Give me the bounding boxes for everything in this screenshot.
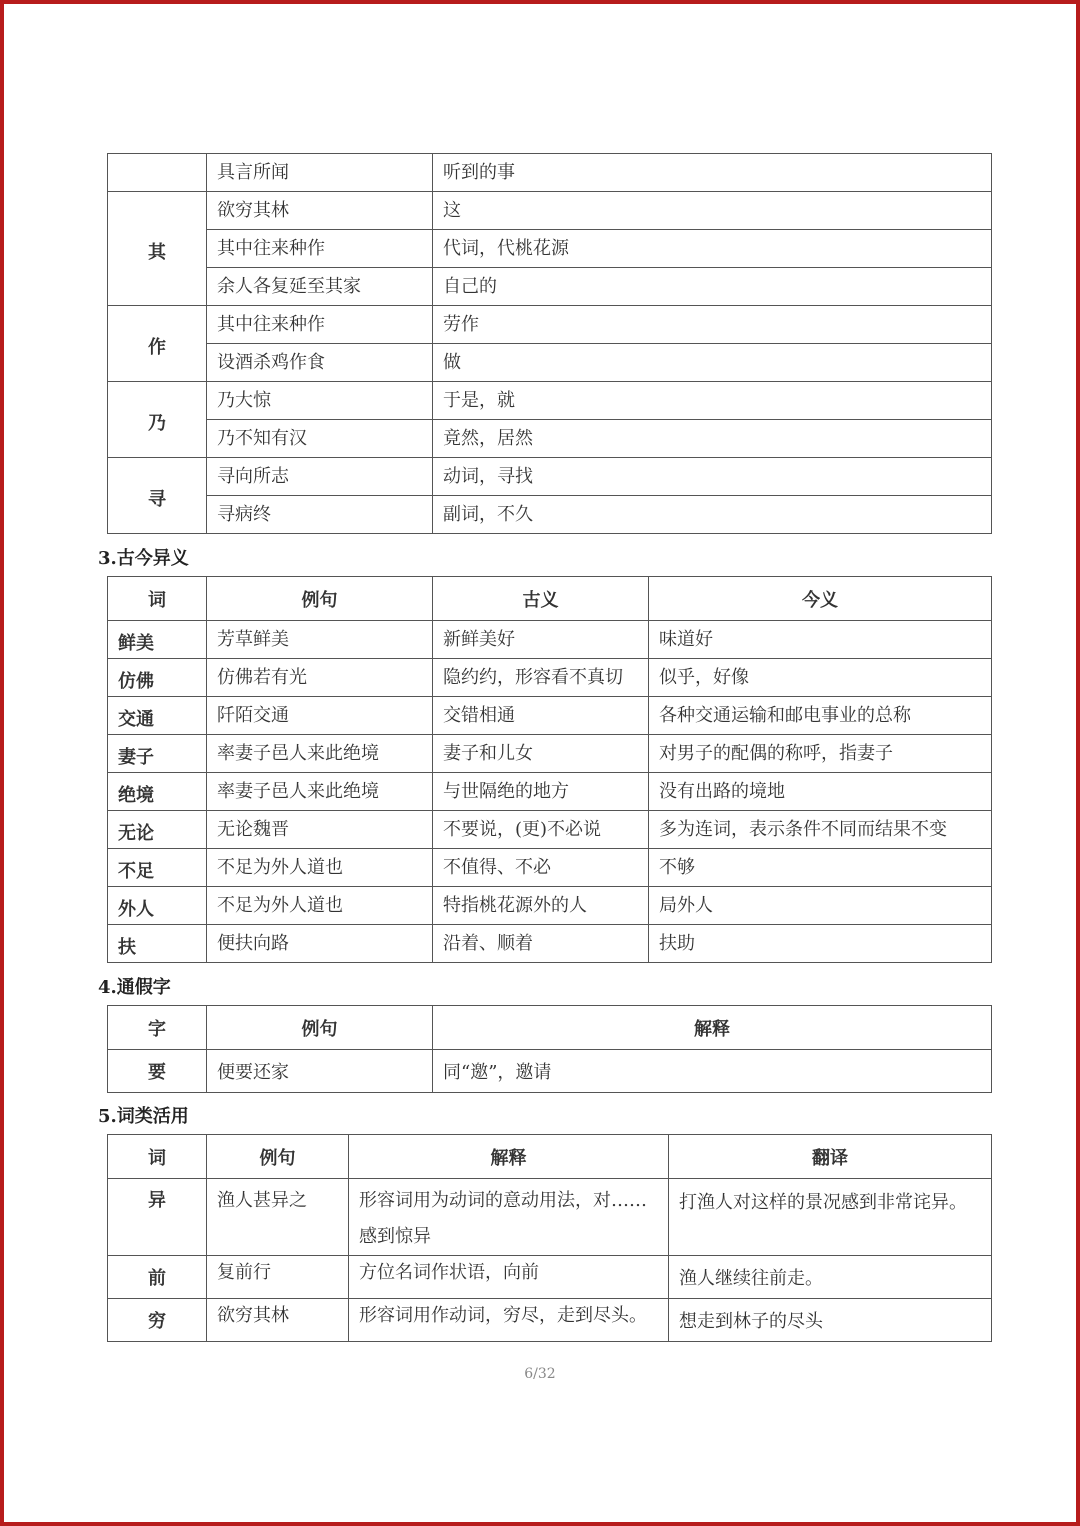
word-cell: 外人 bbox=[108, 887, 207, 925]
ancient-meaning-cell: 不值得、不必 bbox=[433, 849, 649, 887]
example-cell: 复前行 bbox=[207, 1256, 349, 1299]
section-title-ancient-modern: 3.古今异义 bbox=[98, 548, 189, 569]
modern-meaning-cell: 对男子的配偶的称呼，指妻子 bbox=[649, 735, 992, 773]
word-cell: 穷 bbox=[108, 1299, 207, 1342]
table-row bbox=[108, 306, 992, 344]
word-cell: 其 bbox=[108, 192, 207, 306]
explanation-cell: 形容词用为动词的意动用法，对……感到惊异 bbox=[349, 1179, 669, 1256]
table-row bbox=[108, 458, 992, 496]
word-class-table bbox=[107, 1134, 992, 1342]
example-cell: 芳草鲜美 bbox=[207, 621, 433, 659]
example-cell: 便扶向路 bbox=[207, 925, 433, 963]
explanation-cell: 同“邀”，邀请 bbox=[433, 1050, 992, 1093]
word-cell: 寻 bbox=[108, 458, 207, 534]
word-cell: 异 bbox=[108, 1179, 207, 1256]
header-translation: 翻译 bbox=[669, 1135, 992, 1179]
header-word: 词 bbox=[108, 577, 207, 621]
ancient-meaning-cell: 隐约约，形容看不真切 bbox=[433, 659, 649, 697]
example-cell: 仿佛若有光 bbox=[207, 659, 433, 697]
header-example: 例句 bbox=[207, 1006, 433, 1050]
table-row bbox=[108, 192, 992, 230]
table-row bbox=[108, 1050, 992, 1093]
table-row bbox=[108, 154, 992, 192]
example-cell: 乃不知有汉 bbox=[207, 420, 433, 458]
table-row bbox=[108, 811, 992, 849]
table-row bbox=[108, 1299, 992, 1342]
modern-meaning-cell: 局外人 bbox=[649, 887, 992, 925]
modern-meaning-cell: 各种交通运输和邮电事业的总称 bbox=[649, 697, 992, 735]
example-cell: 寻病终 bbox=[207, 496, 433, 534]
word-cell: 鲜美 bbox=[108, 621, 207, 659]
table-row bbox=[108, 230, 992, 268]
example-cell: 不足为外人道也 bbox=[207, 887, 433, 925]
modern-meaning-cell: 扶助 bbox=[649, 925, 992, 963]
example-cell: 率妻子邑人来此绝境 bbox=[207, 773, 433, 811]
table-row bbox=[108, 496, 992, 534]
word-cell: 绝境 bbox=[108, 773, 207, 811]
table-row bbox=[108, 621, 992, 659]
meaning-cell: 这 bbox=[433, 192, 992, 230]
meaning-cell: 做 bbox=[433, 344, 992, 382]
word-cell: 交通 bbox=[108, 697, 207, 735]
word-cell: 乃 bbox=[108, 382, 207, 458]
ancient-meaning-cell: 新鲜美好 bbox=[433, 621, 649, 659]
meaning-cell: 竟然，居然 bbox=[433, 420, 992, 458]
example-cell: 设酒杀鸡作食 bbox=[207, 344, 433, 382]
modern-meaning-cell: 没有出路的境地 bbox=[649, 773, 992, 811]
header-example: 例句 bbox=[207, 1135, 349, 1179]
word-cell: 前 bbox=[108, 1256, 207, 1299]
explanation-cell: 形容词用作动词，穷尽，走到尽头。 bbox=[349, 1299, 669, 1342]
word-cell: 仿佛 bbox=[108, 659, 207, 697]
word-cell: 无论 bbox=[108, 811, 207, 849]
ancient-meaning-cell: 与世隔绝的地方 bbox=[433, 773, 649, 811]
example-cell: 无论魏晋 bbox=[207, 811, 433, 849]
table-header-row bbox=[108, 1135, 992, 1179]
table-header-row bbox=[108, 1006, 992, 1050]
table-header-row bbox=[108, 577, 992, 621]
example-cell: 阡陌交通 bbox=[207, 697, 433, 735]
ancient-meaning-cell: 沿着、顺着 bbox=[433, 925, 649, 963]
char-cell: 要 bbox=[108, 1050, 207, 1093]
table-row bbox=[108, 925, 992, 963]
example-cell: 渔人甚异之 bbox=[207, 1179, 349, 1256]
table-row bbox=[108, 344, 992, 382]
translation-cell: 打渔人对这样的景况感到非常诧异。 bbox=[669, 1179, 992, 1256]
word-cell bbox=[108, 154, 207, 192]
meaning-cell: 于是，就 bbox=[433, 382, 992, 420]
word-cell: 扶 bbox=[108, 925, 207, 963]
header-example: 例句 bbox=[207, 577, 433, 621]
example-cell: 其中往来种作 bbox=[207, 306, 433, 344]
header-ancient-meaning: 古义 bbox=[433, 577, 649, 621]
example-cell: 具言所闻 bbox=[207, 154, 433, 192]
header-modern-meaning: 今义 bbox=[649, 577, 992, 621]
table-row bbox=[108, 1256, 992, 1299]
section-title-interchangeable: 4.通假字 bbox=[98, 977, 171, 998]
ancient-meaning-cell: 妻子和儿女 bbox=[433, 735, 649, 773]
meaning-cell: 劳作 bbox=[433, 306, 992, 344]
example-cell: 欲穷其林 bbox=[207, 1299, 349, 1342]
ancient-modern-table bbox=[107, 576, 992, 963]
table-row bbox=[108, 1179, 992, 1256]
header-explanation: 解释 bbox=[349, 1135, 669, 1179]
modern-meaning-cell: 多为连词，表示条件不同而结果不变 bbox=[649, 811, 992, 849]
meaning-cell: 动词，寻找 bbox=[433, 458, 992, 496]
translation-cell: 想走到林子的尽头 bbox=[669, 1299, 992, 1342]
table-row bbox=[108, 849, 992, 887]
meaning-cell: 听到的事 bbox=[433, 154, 992, 192]
page-number: 6/32 bbox=[524, 1366, 556, 1382]
example-cell: 欲穷其林 bbox=[207, 192, 433, 230]
modern-meaning-cell: 不够 bbox=[649, 849, 992, 887]
example-cell: 乃大惊 bbox=[207, 382, 433, 420]
modern-meaning-cell: 似乎，好像 bbox=[649, 659, 992, 697]
word-meaning-table bbox=[107, 153, 992, 534]
table-row bbox=[108, 659, 992, 697]
example-cell: 寻向所志 bbox=[207, 458, 433, 496]
table-row bbox=[108, 382, 992, 420]
table-row bbox=[108, 697, 992, 735]
table-row bbox=[108, 735, 992, 773]
translation-cell: 渔人继续往前走。 bbox=[669, 1256, 992, 1299]
word-cell: 作 bbox=[108, 306, 207, 382]
section-title-word-class: 5.词类活用 bbox=[98, 1106, 189, 1127]
example-cell: 余人各复延至其家 bbox=[207, 268, 433, 306]
meaning-cell: 自己的 bbox=[433, 268, 992, 306]
meaning-cell: 代词，代桃花源 bbox=[433, 230, 992, 268]
ancient-meaning-cell: 交错相通 bbox=[433, 697, 649, 735]
word-cell: 不足 bbox=[108, 849, 207, 887]
header-word: 词 bbox=[108, 1135, 207, 1179]
explanation-cell: 方位名词作状语，向前 bbox=[349, 1256, 669, 1299]
meaning-cell: 副词，不久 bbox=[433, 496, 992, 534]
modern-meaning-cell: 味道好 bbox=[649, 621, 992, 659]
interchangeable-char-table bbox=[107, 1005, 992, 1093]
header-char: 字 bbox=[108, 1006, 207, 1050]
example-cell: 不足为外人道也 bbox=[207, 849, 433, 887]
table-row bbox=[108, 420, 992, 458]
example-cell: 其中往来种作 bbox=[207, 230, 433, 268]
table-row bbox=[108, 268, 992, 306]
word-cell: 妻子 bbox=[108, 735, 207, 773]
example-cell: 率妻子邑人来此绝境 bbox=[207, 735, 433, 773]
ancient-meaning-cell: 不要说，(更)不必说 bbox=[433, 811, 649, 849]
example-cell: 便要还家 bbox=[207, 1050, 433, 1093]
header-explanation: 解释 bbox=[433, 1006, 992, 1050]
table-row bbox=[108, 887, 992, 925]
ancient-meaning-cell: 特指桃花源外的人 bbox=[433, 887, 649, 925]
table-row bbox=[108, 773, 992, 811]
